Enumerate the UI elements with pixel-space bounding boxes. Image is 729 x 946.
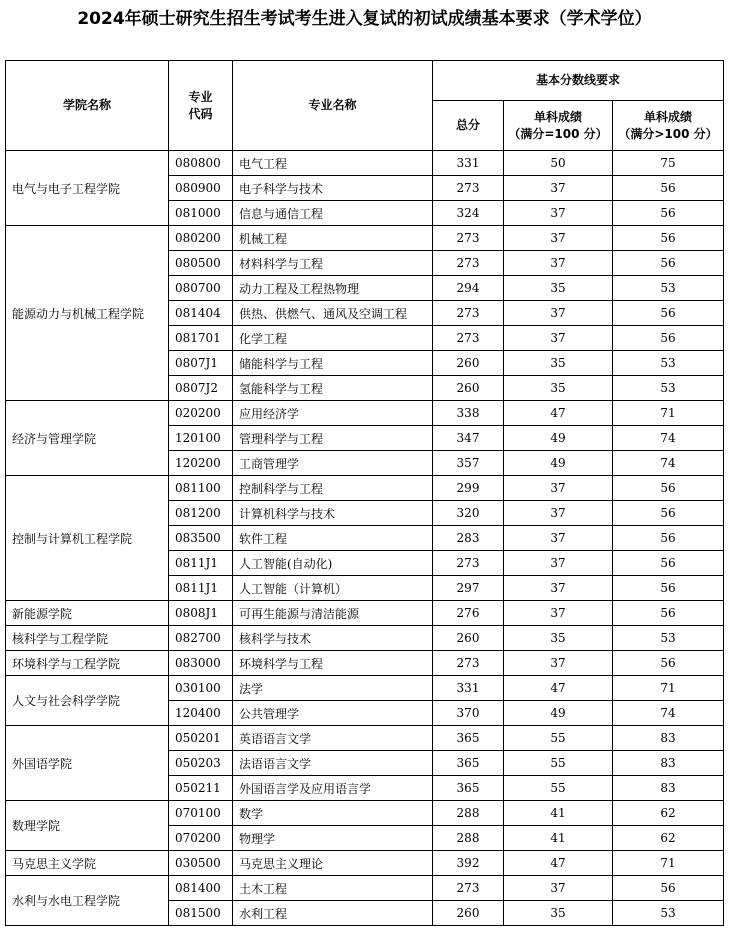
- table-row: [6, 876, 724, 901]
- single-score-over-100: 56: [613, 176, 724, 201]
- single-score-100: 37: [504, 226, 613, 251]
- college-name: 核科学与工程学院: [6, 626, 169, 651]
- single-score-over-100: 74: [613, 426, 724, 451]
- college-name: 马克思主义学院: [6, 851, 169, 876]
- major-code: 080500: [169, 251, 233, 276]
- table-row: [6, 401, 724, 426]
- total-score: 276: [433, 601, 504, 626]
- header-group: 基本分数线要求: [433, 61, 724, 101]
- major-name: 环境科学与工程: [233, 651, 433, 676]
- single-score-100: 35: [504, 276, 613, 301]
- major-code: 0807J2: [169, 376, 233, 401]
- major-name: 公共管理学: [233, 701, 433, 726]
- total-score: 338: [433, 401, 504, 426]
- single-score-over-100: 53: [613, 351, 724, 376]
- header-total: 总分: [433, 101, 504, 151]
- total-score: 357: [433, 451, 504, 476]
- header-code: [169, 61, 233, 151]
- total-score: 288: [433, 801, 504, 826]
- total-score: 273: [433, 876, 504, 901]
- single-score-over-100: 53: [613, 276, 724, 301]
- single-score-100: 37: [504, 301, 613, 326]
- table-row: [6, 801, 724, 826]
- single-score-over-100: 56: [613, 226, 724, 251]
- table-row: [6, 626, 724, 651]
- single-score-100: 35: [504, 376, 613, 401]
- major-code: 120400: [169, 701, 233, 726]
- single-score-100: 37: [504, 251, 613, 276]
- college-name: 电气与电子工程学院: [6, 151, 169, 226]
- major-name: 供热、供燃气、通风及空调工程: [233, 301, 433, 326]
- major-code: 020200: [169, 401, 233, 426]
- major-code: 050203: [169, 751, 233, 776]
- single-score-over-100: 71: [613, 401, 724, 426]
- header-single2: [613, 101, 724, 151]
- major-name: 可再生能源与清洁能源: [233, 601, 433, 626]
- total-score: 320: [433, 501, 504, 526]
- single-score-100: 50: [504, 151, 613, 176]
- single-score-100: 49: [504, 426, 613, 451]
- total-score: 288: [433, 826, 504, 851]
- table-row: [6, 726, 724, 751]
- major-name: 信息与通信工程: [233, 201, 433, 226]
- major-code: 0811J1: [169, 551, 233, 576]
- major-name: 人工智能（计算机）: [233, 576, 433, 601]
- single-score-over-100: 53: [613, 626, 724, 651]
- total-score: 273: [433, 326, 504, 351]
- college-name: 人文与社会科学学院: [6, 676, 169, 726]
- total-score: 260: [433, 351, 504, 376]
- single-score-100: 37: [504, 201, 613, 226]
- total-score: 347: [433, 426, 504, 451]
- major-name: 人工智能(自动化): [233, 551, 433, 576]
- major-name: 机械工程: [233, 226, 433, 251]
- major-name: 材料科学与工程: [233, 251, 433, 276]
- single-score-over-100: 56: [613, 601, 724, 626]
- major-code: 050211: [169, 776, 233, 801]
- single-score-100: 37: [504, 576, 613, 601]
- single-score-over-100: 56: [613, 201, 724, 226]
- college-name: 环境科学与工程学院: [6, 651, 169, 676]
- single-score-over-100: 74: [613, 701, 724, 726]
- college-name: 能源动力与机械工程学院: [6, 226, 169, 401]
- single-score-over-100: 53: [613, 901, 724, 926]
- single-score-over-100: 56: [613, 551, 724, 576]
- major-name: 应用经济学: [233, 401, 433, 426]
- major-code: 0808J1: [169, 601, 233, 626]
- major-code: 120100: [169, 426, 233, 451]
- table-row: [6, 651, 724, 676]
- major-name: 化学工程: [233, 326, 433, 351]
- total-score: 260: [433, 901, 504, 926]
- major-name: 氢能科学与工程: [233, 376, 433, 401]
- total-score: 297: [433, 576, 504, 601]
- major-code: 0807J1: [169, 351, 233, 376]
- total-score: 273: [433, 651, 504, 676]
- score-table: [5, 60, 724, 926]
- single-score-over-100: 53: [613, 376, 724, 401]
- single-score-100: 37: [504, 876, 613, 901]
- table-body: [6, 151, 724, 926]
- total-score: 331: [433, 151, 504, 176]
- page-title: 2024年硕士研究生招生考试考生进入复试的初试成绩基本要求（学术学位）: [77, 9, 652, 29]
- major-code: 070200: [169, 826, 233, 851]
- major-code: 081701: [169, 326, 233, 351]
- single-score-100: 35: [504, 901, 613, 926]
- major-code: 070100: [169, 801, 233, 826]
- major-name: 动力工程及工程热物理: [233, 276, 433, 301]
- major-name: 物理学: [233, 826, 433, 851]
- single-score-100: 55: [504, 726, 613, 751]
- major-code: 080700: [169, 276, 233, 301]
- single-score-over-100: 75: [613, 151, 724, 176]
- single-score-100: 37: [504, 326, 613, 351]
- single-score-over-100: 62: [613, 826, 724, 851]
- college-name: 外国语学院: [6, 726, 169, 801]
- major-code: 082700: [169, 626, 233, 651]
- total-score: 324: [433, 201, 504, 226]
- single-score-over-100: 74: [613, 451, 724, 476]
- single-score-over-100: 71: [613, 851, 724, 876]
- total-score: 294: [433, 276, 504, 301]
- table-row: [6, 151, 724, 176]
- table-row: [6, 676, 724, 701]
- single-score-100: 37: [504, 601, 613, 626]
- single-score-over-100: 56: [613, 876, 724, 901]
- total-score: 365: [433, 776, 504, 801]
- major-name: 法语语言文学: [233, 751, 433, 776]
- major-code: 080900: [169, 176, 233, 201]
- total-score: 273: [433, 301, 504, 326]
- major-name: 计算机科学与技术: [233, 501, 433, 526]
- single-score-over-100: 56: [613, 501, 724, 526]
- total-score: 260: [433, 626, 504, 651]
- header-single1: [504, 101, 613, 151]
- single-score-100: 55: [504, 751, 613, 776]
- major-name: 英语语言文学: [233, 726, 433, 751]
- table-row: [6, 226, 724, 251]
- major-code: 083500: [169, 526, 233, 551]
- header-college: 学院名称: [6, 61, 169, 151]
- table-row: [6, 601, 724, 626]
- college-name: 新能源学院: [6, 601, 169, 626]
- single-score-100: 37: [504, 176, 613, 201]
- single-score-100: 49: [504, 701, 613, 726]
- total-score: 392: [433, 851, 504, 876]
- single-score-over-100: 56: [613, 301, 724, 326]
- major-code: 081100: [169, 476, 233, 501]
- single-score-over-100: 83: [613, 726, 724, 751]
- major-name: 储能科学与工程: [233, 351, 433, 376]
- total-score: 365: [433, 751, 504, 776]
- single-score-100: 37: [504, 476, 613, 501]
- single-score-over-100: 56: [613, 476, 724, 501]
- major-code: 050201: [169, 726, 233, 751]
- major-code: 030500: [169, 851, 233, 876]
- table-row: [6, 851, 724, 876]
- major-code: 081000: [169, 201, 233, 226]
- major-code: 081404: [169, 301, 233, 326]
- header-single2-line2: （满分>100 分）: [618, 126, 718, 141]
- major-code: 081200: [169, 501, 233, 526]
- major-code: 120200: [169, 451, 233, 476]
- total-score: 283: [433, 526, 504, 551]
- single-score-100: 55: [504, 776, 613, 801]
- major-name: 水利工程: [233, 901, 433, 926]
- table-row: [6, 476, 724, 501]
- single-score-over-100: 71: [613, 676, 724, 701]
- college-name: 数理学院: [6, 801, 169, 851]
- single-score-100: 41: [504, 801, 613, 826]
- major-code: 080200: [169, 226, 233, 251]
- major-code: 0811J1: [169, 576, 233, 601]
- table-header: [6, 61, 724, 151]
- major-code: 081500: [169, 901, 233, 926]
- major-name: 土木工程: [233, 876, 433, 901]
- header-code-line1: 专业: [188, 89, 213, 104]
- major-code: 080800: [169, 151, 233, 176]
- header-major: 专业名称: [233, 61, 433, 151]
- single-score-100: 47: [504, 676, 613, 701]
- header-code-line2: 代码: [188, 106, 213, 121]
- major-name: 控制科学与工程: [233, 476, 433, 501]
- single-score-100: 37: [504, 526, 613, 551]
- header-single2-line1: 单科成绩: [644, 109, 693, 124]
- single-score-100: 41: [504, 826, 613, 851]
- total-score: 273: [433, 176, 504, 201]
- major-name: 工商管理学: [233, 451, 433, 476]
- single-score-100: 47: [504, 851, 613, 876]
- single-score-over-100: 62: [613, 801, 724, 826]
- header-single1-line1: 单科成绩: [533, 109, 582, 124]
- single-score-100: 49: [504, 451, 613, 476]
- single-score-over-100: 56: [613, 651, 724, 676]
- total-score: 273: [433, 551, 504, 576]
- single-score-100: 35: [504, 626, 613, 651]
- total-score: 260: [433, 376, 504, 401]
- major-name: 马克思主义理论: [233, 851, 433, 876]
- total-score: 299: [433, 476, 504, 501]
- single-score-100: 35: [504, 351, 613, 376]
- single-score-over-100: 56: [613, 251, 724, 276]
- major-name: 外国语言学及应用语言学: [233, 776, 433, 801]
- single-score-over-100: 56: [613, 526, 724, 551]
- single-score-over-100: 83: [613, 751, 724, 776]
- college-name: 控制与计算机工程学院: [6, 476, 169, 601]
- major-name: 法学: [233, 676, 433, 701]
- single-score-100: 37: [504, 551, 613, 576]
- single-score-over-100: 56: [613, 326, 724, 351]
- major-code: 083000: [169, 651, 233, 676]
- single-score-100: 37: [504, 501, 613, 526]
- total-score: 273: [433, 251, 504, 276]
- single-score-over-100: 56: [613, 576, 724, 601]
- major-name: 电子科学与技术: [233, 176, 433, 201]
- header-single1-line2: （满分=100 分）: [508, 126, 608, 141]
- major-name: 电气工程: [233, 151, 433, 176]
- single-score-100: 47: [504, 401, 613, 426]
- single-score-100: 37: [504, 651, 613, 676]
- total-score: 331: [433, 676, 504, 701]
- major-name: 软件工程: [233, 526, 433, 551]
- major-code: 081400: [169, 876, 233, 901]
- total-score: 365: [433, 726, 504, 751]
- college-name: 经济与管理学院: [6, 401, 169, 476]
- college-name: 水利与水电工程学院: [6, 876, 169, 926]
- major-name: 管理科学与工程: [233, 426, 433, 451]
- major-name: 数学: [233, 801, 433, 826]
- total-score: 370: [433, 701, 504, 726]
- single-score-over-100: 83: [613, 776, 724, 801]
- major-name: 核科学与技术: [233, 626, 433, 651]
- major-code: 030100: [169, 676, 233, 701]
- total-score: 273: [433, 226, 504, 251]
